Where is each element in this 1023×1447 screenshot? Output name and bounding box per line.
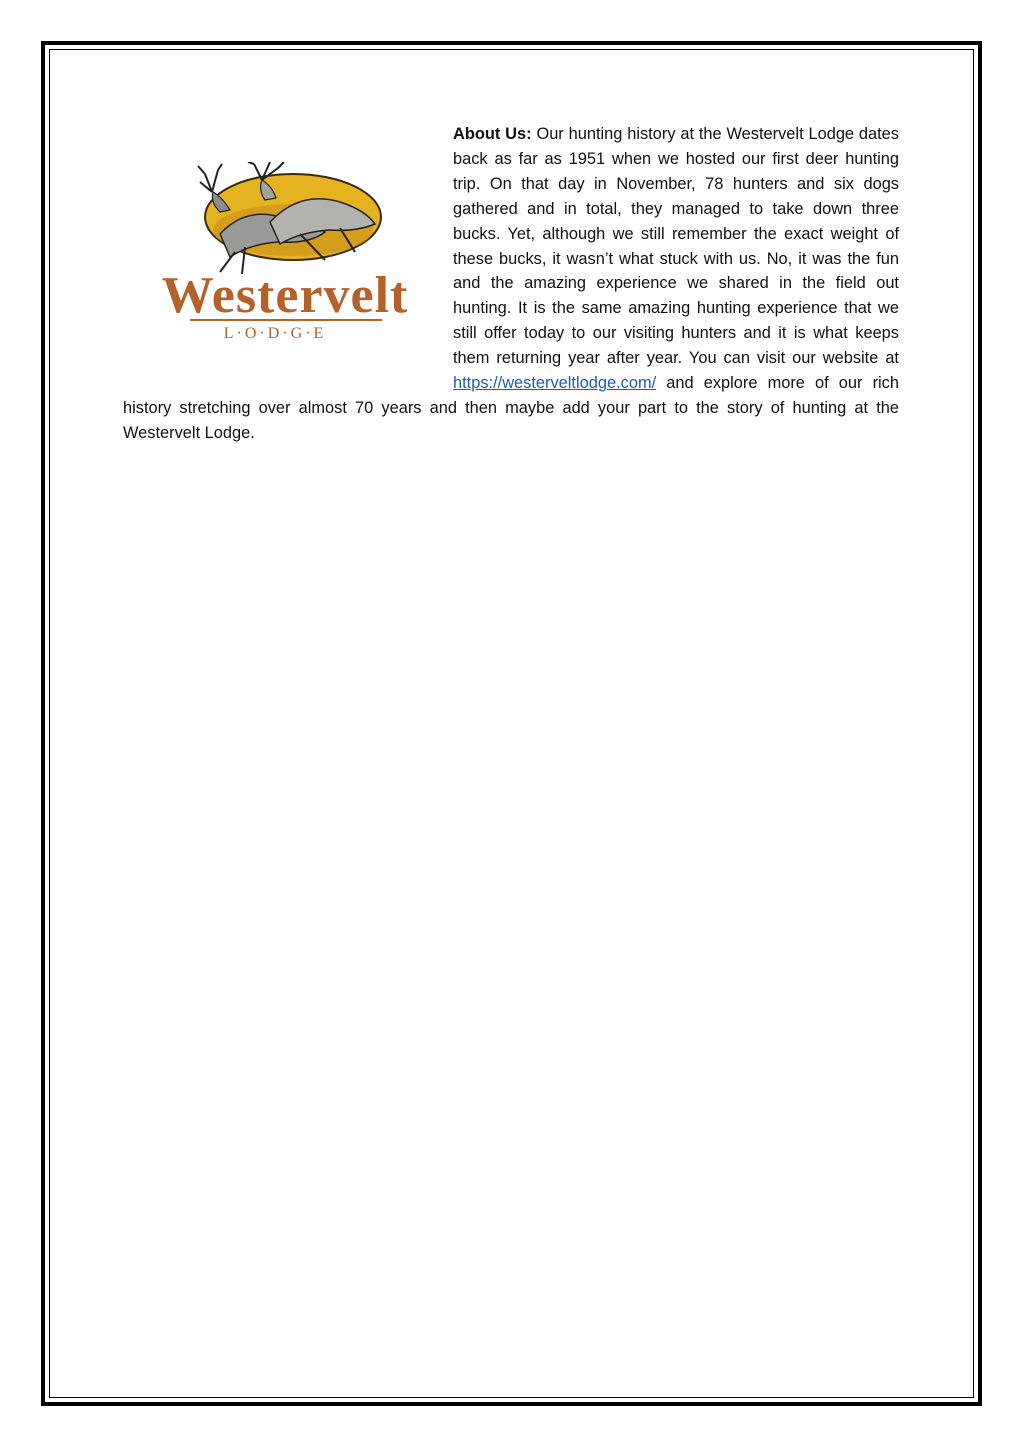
about-us-section xyxy=(123,122,899,446)
westervelt-logo xyxy=(123,122,453,384)
about-us-text-before-link: Our hunting history at the Westervelt Lodge dates back as far as 1951 when we hosted our first deer hunting trip. On that day in November, 78 hunters and six dogs gathered and in total, they managed to take down three bucks. Yet, although we still remember the exact weight of these bucks, it wasn’t what stuck with us. No, it was the fun and the amazing experience we shared in the field out hunting. It is the same amazing hunting experience that we still offer today to our visiting hunters and it is what keeps them returning year after year. You can visit our website at xyxy=(453,125,899,368)
logo-wordmark: Westervelt xyxy=(161,267,409,324)
about-us-label: About Us: xyxy=(453,125,532,143)
website-link[interactable]: https://westerveltlodge.com/ xyxy=(453,374,657,393)
logo-sub-wordmark: L·O·D·G·E xyxy=(223,325,327,342)
deer-logo-icon xyxy=(150,162,420,347)
about-us-text-after-link: and explore more of our rich history stretching over almost 70 years and then maybe add your part to the story of hunting at the Westervelt Lodge. xyxy=(123,374,899,442)
